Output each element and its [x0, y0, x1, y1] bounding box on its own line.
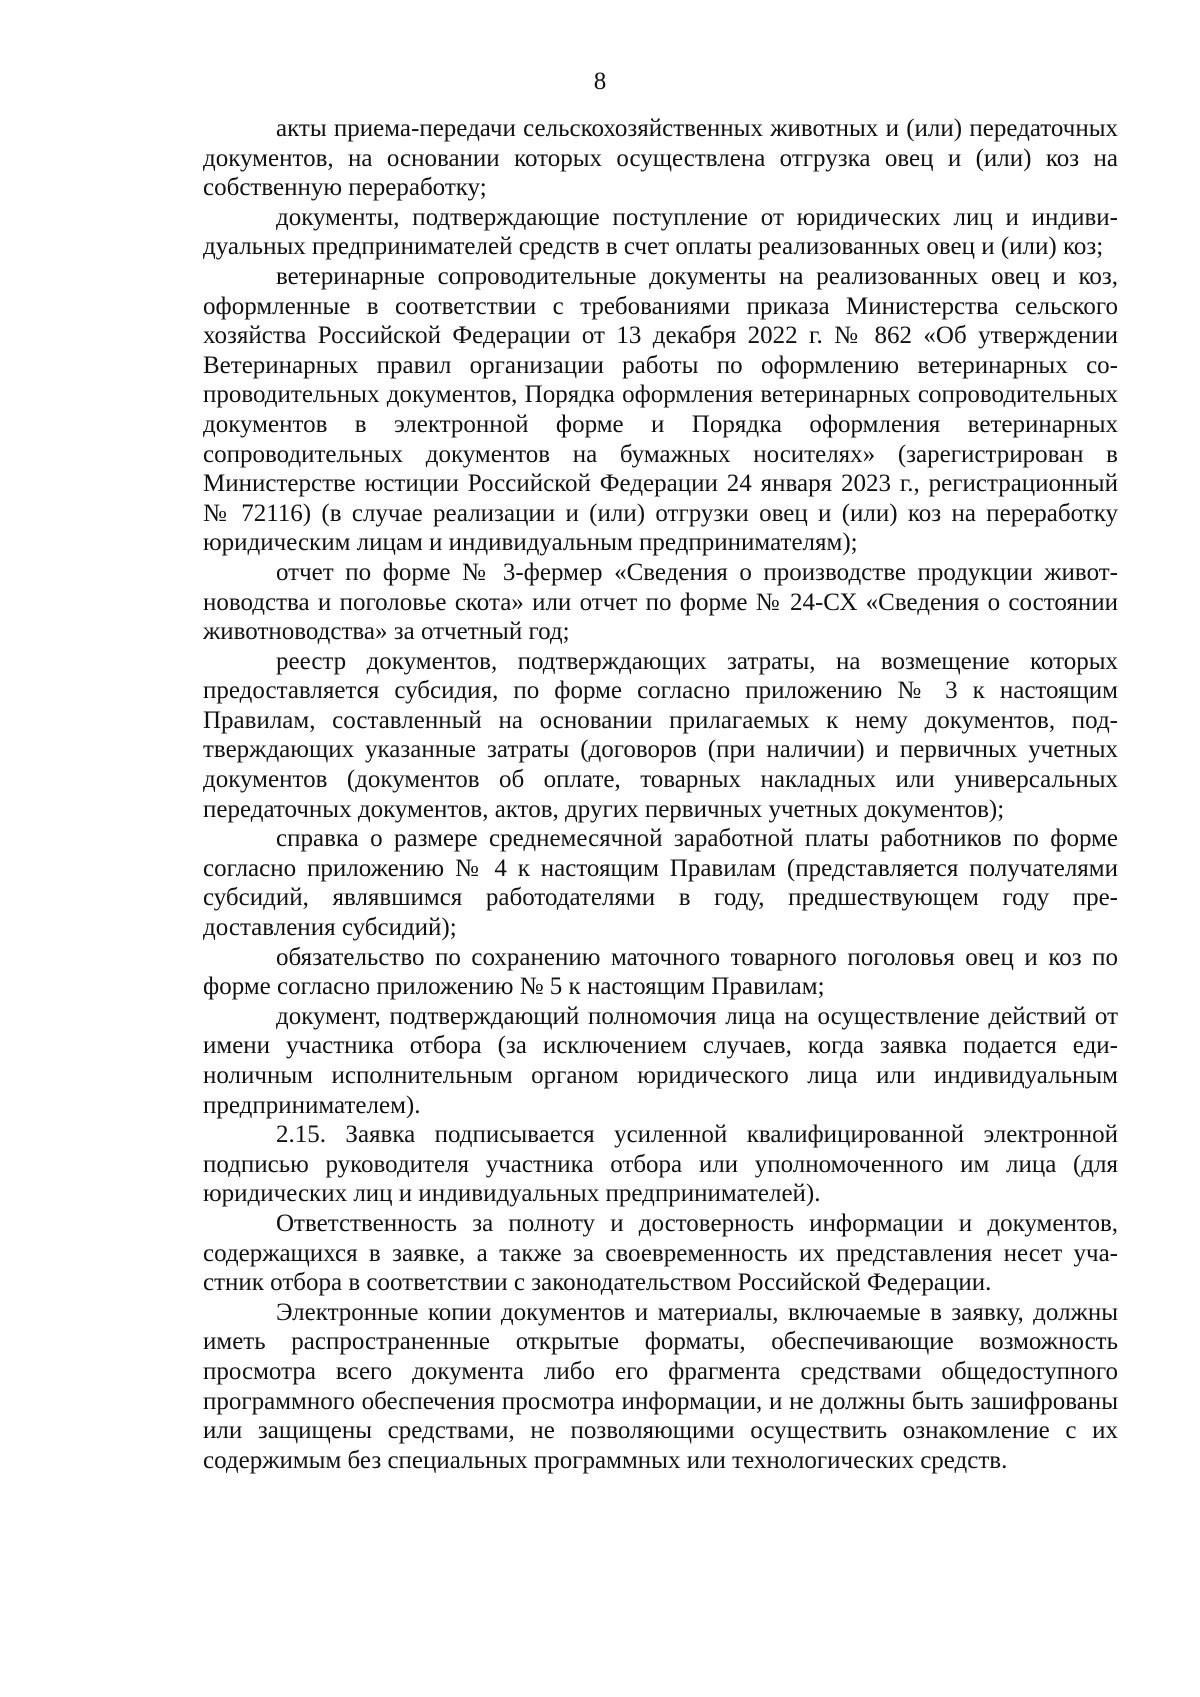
paragraph-salary-certificate: справка о размере среднемесячной заработной платы работников по форме согласно приложению № 4 к настоящим Правилам (представляется получателями субсидий, являвшимся работодателями в году, предшествующем году предоставления субсидий); [203, 825, 1118, 942]
paragraph-application-signature: 2.15. Заявка подписывается усиленной квалифицированной электронной подписью руководителя участника отбора или уполномоченного им лица (для юридических лиц и индивидуальных предпринимателей). [203, 1121, 1118, 1208]
page-number: 8 [593, 68, 607, 95]
paragraph-payment-documents: документы, подтверждающие поступление от юридических лиц и индивидуальных предпринимателей средств в счет оплаты реализованных овец и (или) коз; [203, 203, 1118, 261]
paragraph-livestock-obligation: обязательство по сохранению маточного товарного поголовья овец и коз по форме согласно приложению № 5 к настоящим Правилам; [203, 943, 1118, 1001]
paragraph-farmer-report: отчет по форме № 3-фермер «Сведения о производстве продукции животноводства и поголовье скота» или отчет по форме № 24-СХ «Сведения о состоянии животноводства» за отчетный год; [203, 558, 1118, 646]
paragraph-acceptance-acts: акты приема-передачи сельскохозяйственных животных и (или) передаточных документов, на основании которых осуществлена отгрузка овец и (или) коз на собственную переработку; [203, 115, 1118, 202]
document-body [203, 114, 1118, 1475]
paragraph-cost-registry: реестр документов, подтверждающих затраты, на возмещение которых предоставляется субсидия, по форме согласно приложению № 3 к настоящим Правилам, составленный на основании прилагаемых к нему документов, подтверждающих указанные затраты (договоров (при наличии) и первичных учетных документов (документов об оплате, товарных накладных или универсальных передаточных документов, актов, других первичных учетных документов); [203, 647, 1118, 823]
paragraph-electronic-copies: Электронные копии документов и материалы, включаемые в заявку, должны иметь распространенные открытые форматы, обеспечивающие возможность просмотра всего документа либо его фрагмента средствами общедоступного программного обеспечения просмотра информации, и не должны быть зашифрованы или защищены средствами, не позволяющими осуществить ознакомление с их содержимым без специальных программных или технологических средств. [203, 1298, 1118, 1474]
paragraph-authority-document: документ, подтверждающий полномочия лица на осуществление действий от имени участника отбора (за исключением случаев, когда заявка подается единоличным исполнительным органом юридического лица или индивидуальным предпринимателем). [203, 1002, 1118, 1119]
paragraph-veterinary-documents: ветеринарные сопроводительные документы на реализованных овец и коз, оформленные в соответствии с требованиями приказа Министерства сельского хозяйства Российской Федерации от 13 декабря 2022 г. № 862 «Об утверждении Ветеринарных правил организации работы по оформлению ветеринарных сопроводительных документов, Порядка оформления ветеринарных сопроводительных документов в электронной форме и Порядка оформления ветеринарных сопроводительных документов на бумажных носителях» (зарегистрирован в Министерстве юстиции Российской Федерации 24 января 2023 г., регистрационный № 72116) (в случае реализации и (или) отгрузки овец и (или) коз на переработку юридическим лицам и индивидуальным предпринимателям); [203, 262, 1118, 557]
paragraph-responsibility: Ответственность за полноту и достоверность информации и документов, содержащихся в заявке, а также за своевременность их представления несет участник отбора в соответствии с законодательством Российской Федерации. [203, 1209, 1118, 1297]
